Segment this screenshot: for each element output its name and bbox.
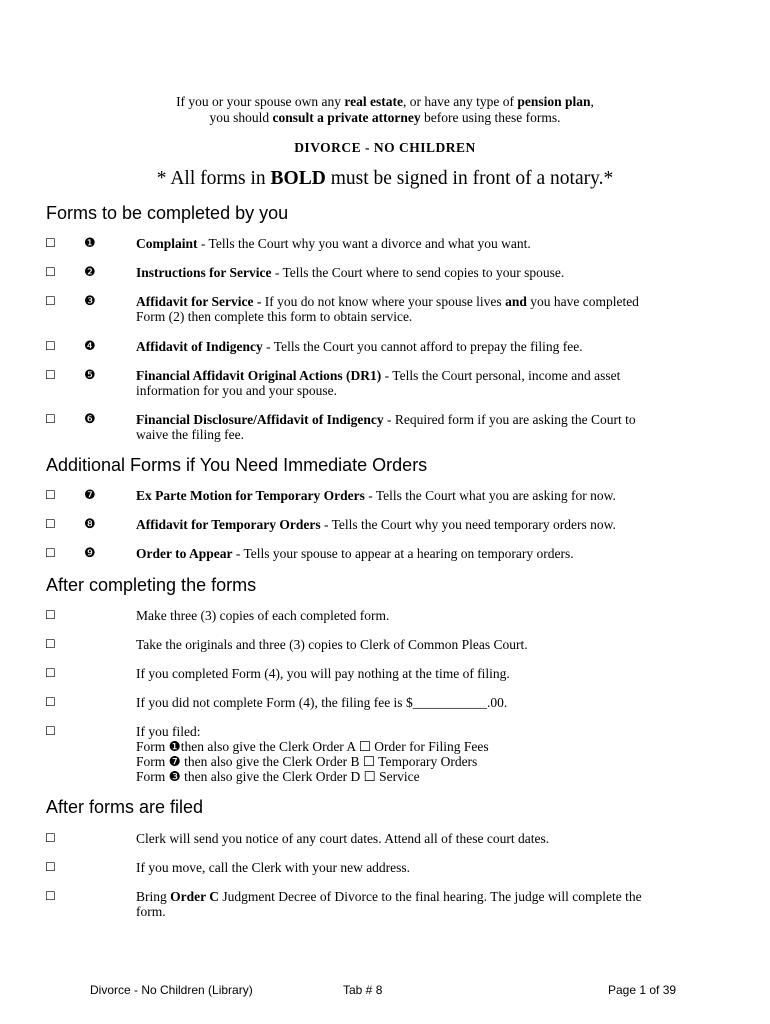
document-title: DIVORCE - NO CHILDREN: [294, 140, 476, 155]
step-text: If you completed Form (4), you will pay nothing at the time of filing.: [136, 666, 510, 681]
form-description: Complaint - Tells the Court why you want a divorce and what you want.: [136, 236, 531, 251]
footer-document-name: Divorce - No Children (Library): [90, 983, 253, 997]
section-heading-after-filed: After forms are filed: [46, 797, 204, 817]
checkbox-icon[interactable]: ☐: [45, 339, 56, 353]
checkbox-icon[interactable]: ☐: [45, 546, 56, 560]
checkbox-icon[interactable]: ☐: [45, 294, 56, 308]
form-description: Instructions for Service - Tells the Court where to send copies to your spouse.: [136, 265, 565, 280]
checkbox-icon[interactable]: ☐: [45, 368, 56, 382]
intro-line-1: If you or your spouse own any real estate, or have any type of pension plan,: [176, 94, 594, 109]
step-text: If you did not complete Form (4), the filing fee is $___________.00.: [136, 695, 508, 710]
step-text: Take the originals and three (3) copies to Clerk of Common Pleas Court.: [136, 637, 528, 652]
checkbox-icon[interactable]: ☐: [45, 889, 56, 903]
checkbox-icon[interactable]: ☐: [45, 724, 56, 738]
step-text: Make three (3) copies of each completed form.: [136, 608, 390, 623]
form-description: Financial Affidavit Original Actions (DR1) - Tells the Court personal, income and asset information for you and your spouse.: [136, 368, 621, 398]
form-description: Affidavit of Indigency - Tells the Court you cannot afford to prepay the filing fee.: [136, 339, 583, 354]
section-heading-immediate-orders: Additional Forms if You Need Immediate Orders: [46, 455, 428, 475]
step-text: Clerk will send you notice of any court dates. Attend all of these court dates.: [136, 831, 550, 846]
number-badge: ❺: [84, 368, 96, 383]
intro-line-2: you should consult a private attorney before using these forms.: [209, 110, 561, 125]
checkbox-icon[interactable]: ☐: [45, 236, 56, 250]
number-badge: ❶: [84, 236, 96, 251]
checkbox-icon[interactable]: ☐: [45, 517, 56, 531]
checkbox-icon[interactable]: ☐: [45, 695, 56, 709]
checkbox-icon[interactable]: ☐: [45, 860, 56, 874]
intro-warning: [0, 94, 770, 126]
notary-notice: * All forms in BOLD must be signed in front of a notary.*: [156, 168, 614, 189]
form-description: Order to Appear - Tells your spouse to appear at a hearing on temporary orders.: [136, 546, 574, 561]
footer-tab-number: Tab # 8: [343, 983, 383, 997]
checkbox-icon[interactable]: ☐: [45, 608, 56, 622]
number-badge: ❽: [84, 517, 96, 532]
step-text: Bring Order C Judgment Decree of Divorce to the final hearing. The judge will complete the form.: [136, 889, 642, 919]
number-badge: ❷: [84, 265, 96, 280]
form-description: Affidavit for Service - If you do not know where your spouse lives and you have completed Form (2) then complete this form to obtain service.: [136, 294, 639, 324]
checkbox-icon[interactable]: ☐: [45, 412, 56, 426]
number-badge: ❻: [84, 412, 96, 427]
section-heading-after-completing: After completing the forms: [46, 575, 257, 595]
step-text: If you move, call the Clerk with your new address.: [136, 860, 411, 875]
checkbox-icon[interactable]: ☐: [45, 666, 56, 680]
checkbox-icon[interactable]: ☐: [45, 831, 56, 845]
number-badge: ❼: [84, 488, 96, 503]
checkbox-icon[interactable]: ☐: [45, 265, 56, 279]
number-badge: ❾: [84, 546, 96, 561]
checkbox-icon[interactable]: ☐: [45, 637, 56, 651]
footer-page-number: Page 1 of 39: [608, 983, 677, 997]
if-filed-instructions: If you filed: Form ❶then also give the Clerk Order A ☐ Order for Filing Fees Form ❼ then also give the Clerk Order B ☐ Temporary Orders Form ❸ then also give the Clerk Order D ☐ Service: [136, 724, 489, 784]
form-description: Ex Parte Motion for Temporary Orders - Tells the Court what you are asking for now.: [136, 488, 616, 503]
number-badge: ❹: [84, 339, 96, 354]
section-heading-forms-to-complete: Forms to be completed by you: [46, 203, 289, 223]
form-description: Financial Disclosure/Affidavit of Indigency - Required form if you are asking the Court to waive the filing fee.: [136, 412, 636, 442]
number-badge: ❸: [84, 294, 96, 309]
checkbox-icon[interactable]: ☐: [45, 488, 56, 502]
form-description: Affidavit for Temporary Orders - Tells the Court why you need temporary orders now.: [136, 517, 616, 532]
